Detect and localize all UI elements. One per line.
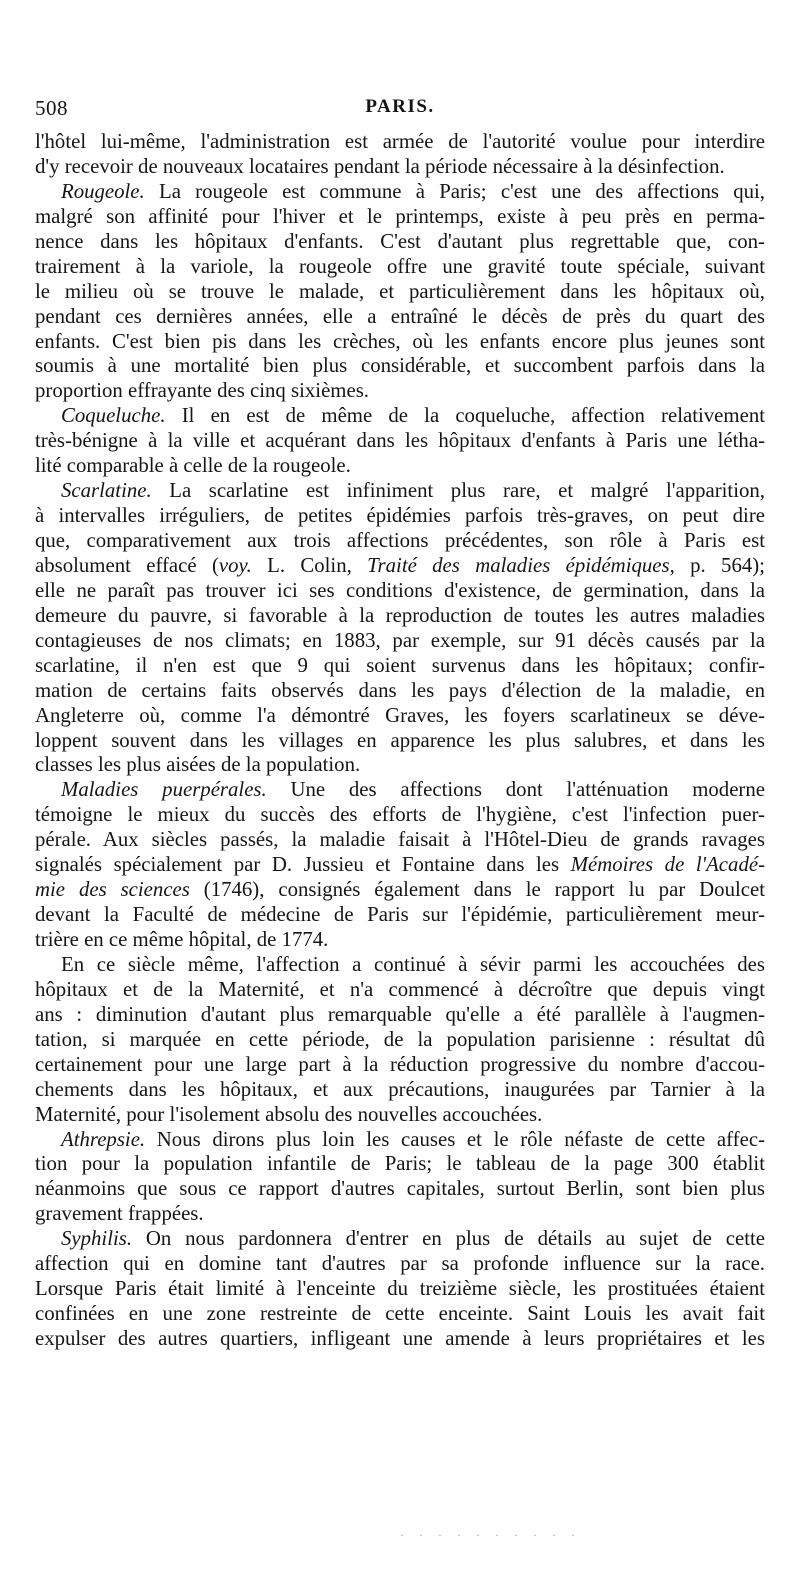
- text-line: [35, 1078, 765, 1103]
- text-line: [35, 704, 765, 729]
- text-segment: L. Colin,: [251, 553, 368, 577]
- text-segment: hôpitaux et de la Maternité, et n'a commencé à décroître que depuis vingt: [35, 977, 765, 1001]
- text-line: [35, 1128, 765, 1153]
- text-line: [35, 479, 765, 504]
- italic-text: Athrepsie.: [61, 1127, 146, 1151]
- text-segment: classes les plus aisées de la population.: [35, 753, 361, 777]
- text-line: [35, 1202, 765, 1227]
- text-line: [35, 305, 765, 330]
- text-segment: demeure du pauvre, si favorable à la reproduction de toutes les autres maladies: [35, 603, 765, 627]
- text-line: [35, 205, 765, 230]
- italic-text: voy.: [218, 553, 252, 577]
- text-line: [35, 1327, 765, 1352]
- text-segment: l'hôtel lui-même, l'administration est armée de l'autorité voulue pour interdire: [35, 130, 765, 153]
- text-line: [35, 404, 765, 429]
- text-segment: que, comparativement aux trois affections précédentes, son rôle à Paris est: [35, 529, 765, 552]
- italic-text: Mémoires de l'Acadé-: [570, 853, 765, 877]
- text-line: [35, 1177, 765, 1202]
- text-line: [35, 1028, 765, 1053]
- text-segment: loppent souvent dans les villages en apparence les plus salubres, et dans les: [35, 728, 765, 752]
- italic-text: Syphilis.: [61, 1227, 133, 1251]
- text-segment: nence dans les hôpitaux d'enfants. C'est d'autant plus regrettable que, con-: [35, 229, 765, 253]
- text-line: [35, 1277, 765, 1302]
- print-artifact-dots: · · · · · · · · · ·: [400, 1528, 581, 1542]
- text-segment: trairement à la variole, la rougeole offre une gravité toute spéciale, suivant: [35, 254, 765, 278]
- text-line: [35, 778, 765, 803]
- text-segment: Angleterre où, comme l'a démontré Graves, les foyers scarlatineux se déve-: [35, 703, 765, 727]
- text-segment: (1746), consignés également dans le rapport lu par Doulcet: [189, 878, 765, 902]
- text-line: [35, 928, 765, 953]
- text-line: [35, 255, 765, 280]
- text-segment: le milieu où se trouve le malade, et particulièrement dans les hôpitaux où,: [35, 279, 765, 303]
- text-segment: confinées en une zone restreinte de cette enceinte. Saint Louis les avait fait: [35, 1302, 765, 1326]
- text-segment: Une des affections dont l'atténuation moderne: [266, 778, 765, 802]
- text-segment: expulser des autres quartiers, infligeant une amende à leurs propriétaires et les: [35, 1327, 765, 1350]
- text-line: [35, 454, 765, 479]
- text-segment: très-bénigne à la ville et acquérant dans les hôpitaux d'enfants à Paris une létha-: [35, 429, 765, 453]
- text-line: [35, 1103, 765, 1128]
- text-line: [35, 1003, 765, 1028]
- italic-text: mie des sciences: [35, 878, 190, 902]
- text-segment: Lorsque Paris était limité à l'enceinte du treizième siècle, les prostituées étaient: [35, 1277, 765, 1301]
- text-segment: soumis à une mortalité bien plus considérable, et succombent parfois dans la: [35, 354, 765, 378]
- italic-text: Maladies puerpérales.: [61, 778, 267, 802]
- text-line: [35, 953, 765, 978]
- text-line: [35, 878, 765, 903]
- italic-text: Traité des maladies épidémiques: [367, 553, 670, 577]
- text-segment: pendant ces dernières années, elle a entraîné le décès de près du quart des: [35, 304, 765, 328]
- text-segment: affection qui en domine tant d'autres par sa profonde influence sur la race.: [35, 1252, 765, 1276]
- text-segment: mation de certains faits observés dans les pays d'élection de la maladie, en: [35, 678, 765, 702]
- text-segment: à intervalles irréguliers, de petites épidémies parfois très-graves, on peut dire: [35, 504, 765, 528]
- page-number: 508: [35, 96, 68, 120]
- text-segment: lité comparable à celle de la rougeole.: [35, 454, 351, 478]
- text-segment: malgré son affinité pour l'hiver et le printemps, existe à peu près en perma-: [35, 204, 765, 228]
- text-line: [35, 155, 765, 180]
- text-segment: tation, si marquée en cette période, de la population parisienne : résultat dû: [35, 1027, 765, 1051]
- text-line: [35, 579, 765, 604]
- text-segment: La rougeole est commune à Paris; c'est une des affections qui,: [144, 179, 765, 203]
- text-line: [35, 1152, 765, 1177]
- running-head: PARIS.: [365, 96, 435, 117]
- text-segment: contagieuses de nos climats; en 1883, par exemple, sur 91 décès causés par la: [35, 628, 765, 652]
- text-line: [35, 679, 765, 704]
- text-line: [35, 379, 765, 404]
- text-segment: Nous dirons plus loin les causes et le rôle néfaste de cette affec-: [145, 1127, 765, 1151]
- italic-text: Scarlatine.: [61, 479, 152, 503]
- text-segment: , p. 564);: [669, 553, 765, 577]
- text-line: [35, 529, 765, 554]
- text-segment: ans : diminution d'autant plus remarquable qu'elle a été parallèle à l'augmen-: [35, 1002, 765, 1026]
- text-segment: La scarlatine est infiniment plus rare, et malgré l'apparition,: [151, 479, 765, 503]
- text-segment: Maternité, pour l'isolement absolu des nouvelles accouchées.: [35, 1102, 543, 1126]
- text-line: [35, 753, 765, 778]
- text-line: [35, 554, 765, 579]
- text-segment: gravement frappées.: [35, 1202, 204, 1226]
- text-segment: En ce siècle même, l'affection a continué à sévir parmi les accouchées des: [61, 952, 765, 976]
- text-line: [35, 1252, 765, 1277]
- text-line: [35, 1302, 765, 1327]
- text-line: [35, 180, 765, 205]
- text-line: [35, 429, 765, 454]
- text-line: [35, 629, 765, 654]
- text-line: [35, 230, 765, 255]
- text-segment: pérale. Aux siècles passés, la maladie faisait à l'Hôtel-Dieu de grands ravages: [35, 828, 765, 852]
- text-line: [35, 604, 765, 629]
- text-line: [35, 1227, 765, 1252]
- text-segment: certainement pour une large part à la réduction progressive du nombre d'accou-: [35, 1052, 765, 1076]
- italic-text: Coqueluche.: [61, 404, 166, 428]
- text-line: [35, 330, 765, 355]
- text-segment: trière en ce même hôpital, de 1774.: [35, 928, 329, 951]
- text-segment: On nous pardonnera d'entrer en plus de détails au sujet de cette: [132, 1227, 765, 1251]
- text-segment: proportion effrayante des cinq sixièmes.: [35, 379, 369, 403]
- text-segment: scarlatine, il n'en est que 9 qui soient survenus dans les hôpitaux; confir-: [35, 653, 765, 677]
- text-line: [35, 853, 765, 878]
- text-line: [35, 978, 765, 1003]
- page-header: [35, 96, 765, 126]
- italic-text: Rougeole.: [61, 179, 145, 203]
- text-segment: chements dans les hôpitaux, et aux précautions, inaugurées par Tarnier à la: [35, 1077, 765, 1101]
- text-line: [35, 1053, 765, 1078]
- text-line: [35, 130, 765, 155]
- text-line: [35, 803, 765, 828]
- text-line: [35, 504, 765, 529]
- text-segment: devant la Faculté de médecine de Paris sur l'épidémie, particulièrement meur-: [35, 903, 765, 927]
- text-segment: signalés spécialement par D. Jussieu et Fontaine dans les: [35, 853, 571, 877]
- text-line: [35, 354, 765, 379]
- text-segment: elle ne paraît pas trouver ici ses conditions d'existence, de germination, dans la: [35, 578, 765, 602]
- text-line: [35, 654, 765, 679]
- text-segment: témoigne le mieux du succès des efforts de l'hygiène, c'est l'infection puer-: [35, 803, 765, 827]
- body-text: [35, 130, 765, 1352]
- text-segment: absolument effacé (: [35, 553, 219, 577]
- text-line: [35, 903, 765, 928]
- text-segment: Il en est de même de la coqueluche, affection relativement: [165, 404, 765, 428]
- text-segment: tion pour la population infantile de Paris; le tableau de la page 300 établit: [35, 1152, 765, 1176]
- text-segment: d'y recevoir de nouveaux locataires pendant la période nécessaire à la désinfection.: [35, 154, 725, 178]
- text-segment: enfants. C'est bien pis dans les crèches, où les enfants encore plus jeunes sont: [35, 329, 765, 353]
- text-line: [35, 729, 765, 754]
- text-line: [35, 828, 765, 853]
- text-segment: néanmoins que sous ce rapport d'autres capitales, surtout Berlin, sont bien plus: [35, 1177, 765, 1201]
- text-line: [35, 280, 765, 305]
